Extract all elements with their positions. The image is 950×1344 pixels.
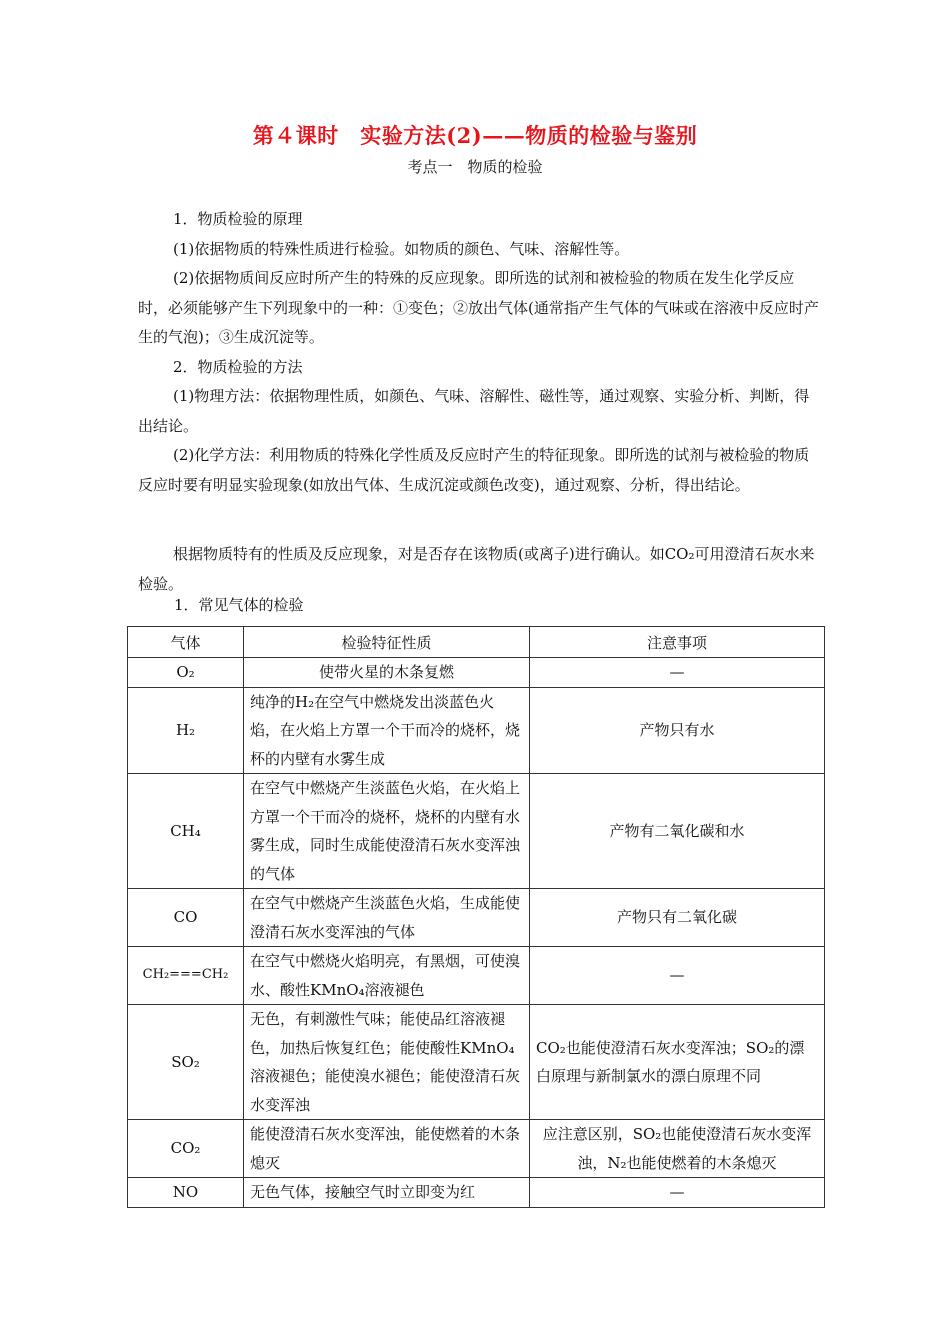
section-subtitle: 考点一 物质的检验 [407,158,543,176]
gas-cell: CH₂===CH₂ [128,947,244,1005]
table-row [128,1005,825,1120]
table-row [128,687,825,774]
gas-cell: CO [128,889,244,947]
property-cell: 纯净的H₂在空气中燃烧发出淡蓝色火焰，在火焰上方罩一个干而冷的烧杯，烧杯的内壁有水雾生成 [244,687,530,774]
property-cell: 在空气中燃烧产生淡蓝色火焰，生成能使澄清石灰水变浑浊的气体 [244,889,530,947]
paragraph: (1)物理方法：依据物理性质，如颜色、气味、溶解性、磁性等，通过观察、实验分析、判断，得出结论。 [138,387,810,435]
paragraph: (2)化学方法：利用物质的特殊化学性质及反应时产生的特征现象。即所选的试剂与被检验的物质反应时要有明显实验现象(如放出气体、生成沉淀或颜色改变)，通过观察、分析，得出结论。 [138,446,810,494]
table-row [128,774,825,889]
property-cell: 在空气中燃烧火焰明亮，有黑烟，可使溴水、酸性KMnO₄溶液褪色 [244,947,530,1005]
gas-cell: SO₂ [128,1005,244,1120]
paragraph: 1．物质检验的原理 [173,210,303,228]
table-caption: 1．常见气体的检验 [174,596,304,614]
note-cell: 产物只有水 [530,687,825,774]
gas-cell: H₂ [128,687,244,774]
gas-cell: CH₄ [128,774,244,889]
property-cell: 使带火星的木条复燃 [244,658,530,688]
paragraph: (1)依据物质的特殊性质进行检验。如物质的颜色、气味、溶解性等。 [173,239,630,258]
gas-cell: CO₂ [128,1120,244,1178]
table-row [128,889,825,947]
note-cell: — [530,947,825,1005]
property-cell: 无色气体，接触空气时立即变为红 [244,1178,530,1208]
note-cell: 应注意区别，SO₂也能使澄清石灰水变浑浊，N₂也能使燃着的木条熄灭 [530,1120,825,1178]
table-row [128,1120,825,1178]
gas-cell: O₂ [128,658,244,688]
gas-detection-table [127,626,825,1208]
table-header-row [128,627,825,658]
page-title: 第４课时 实验方法(2)——物质的检验与鉴别 [252,123,698,148]
header-property: 检验特征性质 [244,627,530,658]
intro-text: 根据物质特有的性质及反应现象，对是否存在该物质(或离子)进行确认。如CO₂可用澄清石灰水来检验。 [138,545,815,593]
note-cell: — [530,658,825,688]
paragraph: (2)依据物质间反应时所产生的特殊的反应现象。即所选的试剂和被检验的物质在发生化学反应时，必须能够产生下列现象中的一种：①变色；②放出气体(通常指产生气体的气味或在溶液中反应时产生的气泡)；③生成沉淀等。 [138,269,819,346]
note-cell: — [530,1178,825,1208]
property-cell: 无色，有刺激性气味；能使品红溶液褪色，加热后恢复红色；能使酸性KMnO₄溶液褪色；能使溴水褪色；能使澄清石灰水变浑浊 [244,1005,530,1120]
note-cell: 产物只有二氧化碳 [530,889,825,947]
intro-paragraph [138,540,822,599]
header-gas: 气体 [128,627,244,658]
property-cell: 在空气中燃烧产生淡蓝色火焰，在火焰上方罩一个干而冷的烧杯，烧杯的内壁有水雾生成，同时生成能使澄清石灰水变浑浊的气体 [244,774,530,889]
gas-cell: NO [128,1178,244,1208]
header-note: 注意事项 [530,627,825,658]
table-row [128,1178,825,1208]
principles-section [138,205,822,500]
note-cell: 产物有二氧化碳和水 [530,774,825,889]
property-cell: 能使澄清石灰水变浑浊，能使燃着的木条熄灭 [244,1120,530,1178]
table-row [128,658,825,688]
note-cell: CO₂也能使澄清石灰水变浑浊；SO₂的漂白原理与新制氯水的漂白原理不同 [530,1005,825,1120]
table-row [128,947,825,1005]
paragraph: 2．物质检验的方法 [173,357,303,376]
